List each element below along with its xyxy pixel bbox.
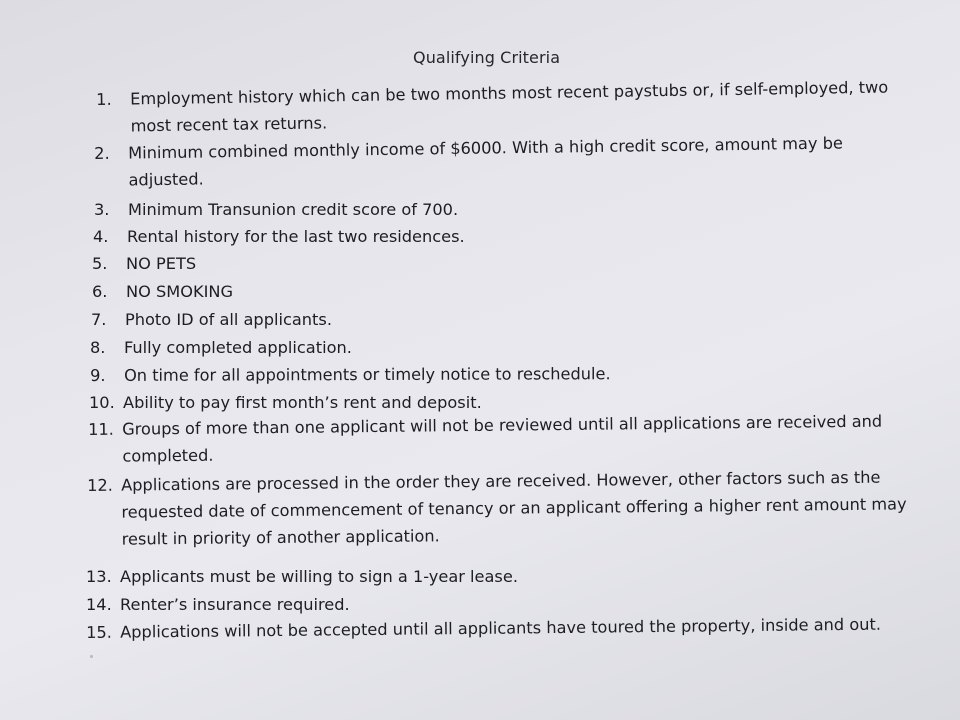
item-number: 6. <box>92 282 108 301</box>
criteria-line <box>86 563 518 590</box>
item-text: Photo ID of all applicants. <box>125 310 332 329</box>
item-text: Minimum combined monthly income of $6000. With a high credit score, amount may be <box>128 133 843 163</box>
criteria-item-9 <box>90 360 611 389</box>
item-text: Renter’s insurance required. <box>120 595 350 614</box>
criteria-item-13 <box>86 563 518 590</box>
item-text: Employment history which can be two months most recent paystubs or, if self-employed, two <box>130 77 889 109</box>
criteria-item-11 <box>88 408 883 470</box>
criteria-item-6 <box>92 278 233 305</box>
criteria-line: adjusted. <box>128 169 204 190</box>
item-number: 2. <box>94 143 110 163</box>
item-number: 1. <box>96 89 112 109</box>
criteria-line <box>90 334 352 361</box>
item-number: 8. <box>90 338 106 357</box>
criteria-line: most recent tax returns. <box>130 113 328 136</box>
criteria-item-14 <box>86 591 350 618</box>
item-number: 3. <box>94 200 110 219</box>
page-title: Qualifying Criteria <box>413 48 561 67</box>
item-text: Rental history for the last two residences. <box>127 227 465 246</box>
item-number: 7. <box>91 310 107 329</box>
criteria-item-3 <box>94 196 458 223</box>
item-text: Minimum Transunion credit score of 700. <box>128 200 459 219</box>
criteria-item-8 <box>90 334 352 361</box>
criteria-line <box>92 278 233 305</box>
item-text: Applicants must be willing to sign a 1-year lease. <box>120 567 518 586</box>
criteria-item-4 <box>93 223 465 250</box>
item-text: On time for all appointments or timely notice to reschedule. <box>124 364 611 385</box>
criteria-line <box>94 196 458 223</box>
item-number: 14. <box>86 595 112 614</box>
item-text: Groups of more than one applicant will not be reviewed until all applications are received and <box>122 411 883 439</box>
item-number: 12. <box>87 475 113 495</box>
paper-speck <box>90 655 93 658</box>
item-number: 15. <box>86 622 112 642</box>
item-text: Ability to pay first month’s rent and deposit. <box>123 393 482 412</box>
item-number: 13. <box>86 567 112 586</box>
criteria-line <box>90 360 611 389</box>
item-number: 4. <box>93 227 109 246</box>
item-text: Applications will not be accepted until all applicants have toured the property, inside and out. <box>120 614 882 642</box>
criteria-line <box>86 591 350 618</box>
criteria-line <box>93 223 465 250</box>
criteria-line <box>92 250 196 277</box>
item-text: Fully completed application. <box>124 338 352 357</box>
criteria-item-5 <box>92 250 196 277</box>
criteria-line <box>91 306 332 333</box>
item-number: 9. <box>90 365 106 385</box>
item-text: NO PETS <box>126 254 197 273</box>
criteria-item-2 <box>94 130 843 194</box>
item-text: NO SMOKING <box>126 282 234 301</box>
criteria-line: requested date of commencement of tenancy or an applicant offering a higher rent amount may <box>121 494 907 522</box>
item-number: 10. <box>89 393 115 412</box>
item-number: 5. <box>92 254 108 273</box>
item-text: Applications are processed in the order they are received. However, other factors such as the <box>121 467 881 495</box>
item-number: 11. <box>88 419 114 439</box>
criteria-line: completed. <box>122 445 214 466</box>
criteria-item-12 <box>87 463 907 553</box>
criteria-item-7 <box>91 306 332 333</box>
criteria-line: result in priority of another application. <box>121 526 440 549</box>
